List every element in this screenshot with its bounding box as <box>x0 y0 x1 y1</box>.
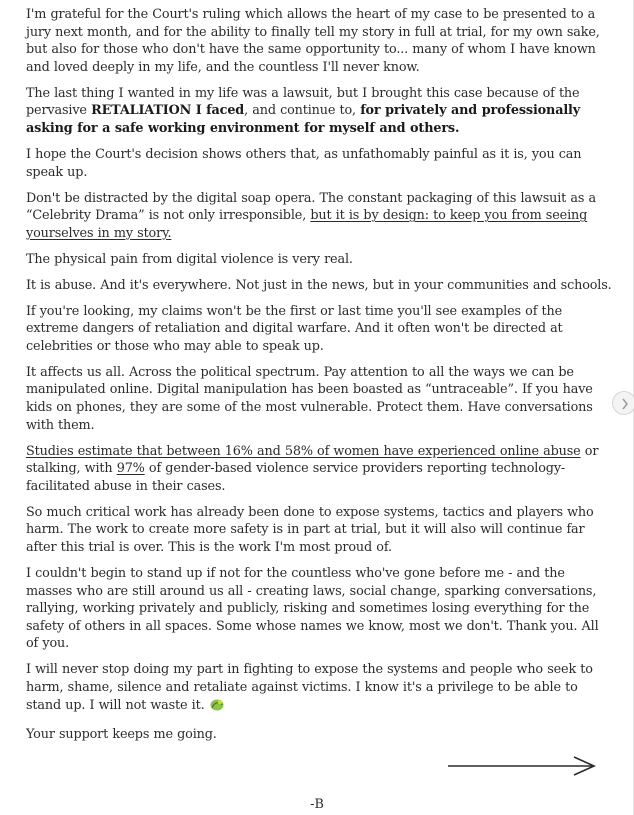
paragraph-2-part-c: , and continue to, <box>244 103 361 119</box>
paragraph-12 <box>26 661 613 718</box>
paragraph-4 <box>26 190 613 243</box>
paragraph-8: It affects us all. Across the political spectrum. Pay attention to all the ways we can be manipulated online. Digital manipulation has been boasted as “untraceable”. If you have kids on phones, they are some of the most vulnerable. Protect them. Have conversations with them. <box>26 364 593 433</box>
paragraph-10: So much critical work has already been done to expose systems, tactics and players who harm. The work to create more safety is in part at trial, but it will also will continue far after this trial is over. This is the work I'm most proud of. <box>26 504 594 555</box>
paragraph-13: Your support keeps me going. <box>26 727 217 743</box>
next-slide-button[interactable] <box>612 391 634 415</box>
paragraph-1: I'm grateful for the Court's ruling which allows the heart of my case to be presented to a jury next month, and for the ability to finally tell my story in full at trial, for my own sake, but also for those who don't have the same opportunity to... many of whom I have known and loved deeply in my life, and the countless I'll never know. <box>26 7 600 75</box>
signature: -B <box>310 797 324 812</box>
paragraph-2 <box>26 85 613 138</box>
paragraph-12-text: I will never stop doing my part in fighting to expose the systems and people who seek to harm, shame, silence and retaliate against victims. I know it's a privilege to be able to stand up. I will not waste it. <box>26 662 593 714</box>
seedling-icon <box>209 696 225 718</box>
by-design-underlined: but it is by design: to keep you from seeing yourselves in my story. <box>26 208 588 241</box>
safe-environment-emphasis: for privately and professionally asking for a safe working environment for myself and others. <box>26 103 581 136</box>
paragraph-9-part-b: or stalking, with <box>26 443 599 477</box>
paragraph-5: The physical pain from digital violence is very real. <box>26 251 353 267</box>
arrow-right-icon <box>446 754 598 778</box>
paragraph-2-part-a: The last thing I wanted in my life was a lawsuit, but I brought this case because of the pervasive <box>26 85 580 119</box>
paragraph-6: It is abuse. And it's everywhere. Not just in the news, but in your communities and schools. <box>26 277 612 293</box>
paragraph-3: I hope the Court's decision shows others that, as unfathomably painful as it is, you can speak up. <box>26 146 582 180</box>
paragraph-11: I couldn't begin to stand up if not for the countless who've gone before me - and the masses who are still around us all - creating laws, social change, sparking conversations, rallying, working privately and publicly, risking and sometimes losing everything for the safety of others in all spaces. Some whose names we know, most we don't. Thank you. All of you. <box>26 565 599 652</box>
paragraph-9-part-d: of gender-based violence service providers reporting technology-facilitated abuse in their cases. <box>26 461 566 494</box>
studies-underlined: Studies estimate that between 16% and 58% of women have experienced online abuse <box>26 443 581 459</box>
chevron-right-icon <box>621 398 629 410</box>
paragraph-7: If you're looking, my claims won't be the first or last time you'll see examples of the extreme dangers of retaliation and digital warfare. And it often won't be directed at celebrities or those who may able to speak up. <box>26 303 563 354</box>
retaliation-emphasis: RETALIATION I faced <box>91 103 245 119</box>
paragraph-9 <box>26 443 613 496</box>
percent-underlined: 97% <box>116 461 145 477</box>
paragraph-4-part-a: Don't be distracted by the digital soap opera. The constant packaging of this lawsuit as a “Celebrity Drama” is not only irresponsible, <box>26 190 596 224</box>
